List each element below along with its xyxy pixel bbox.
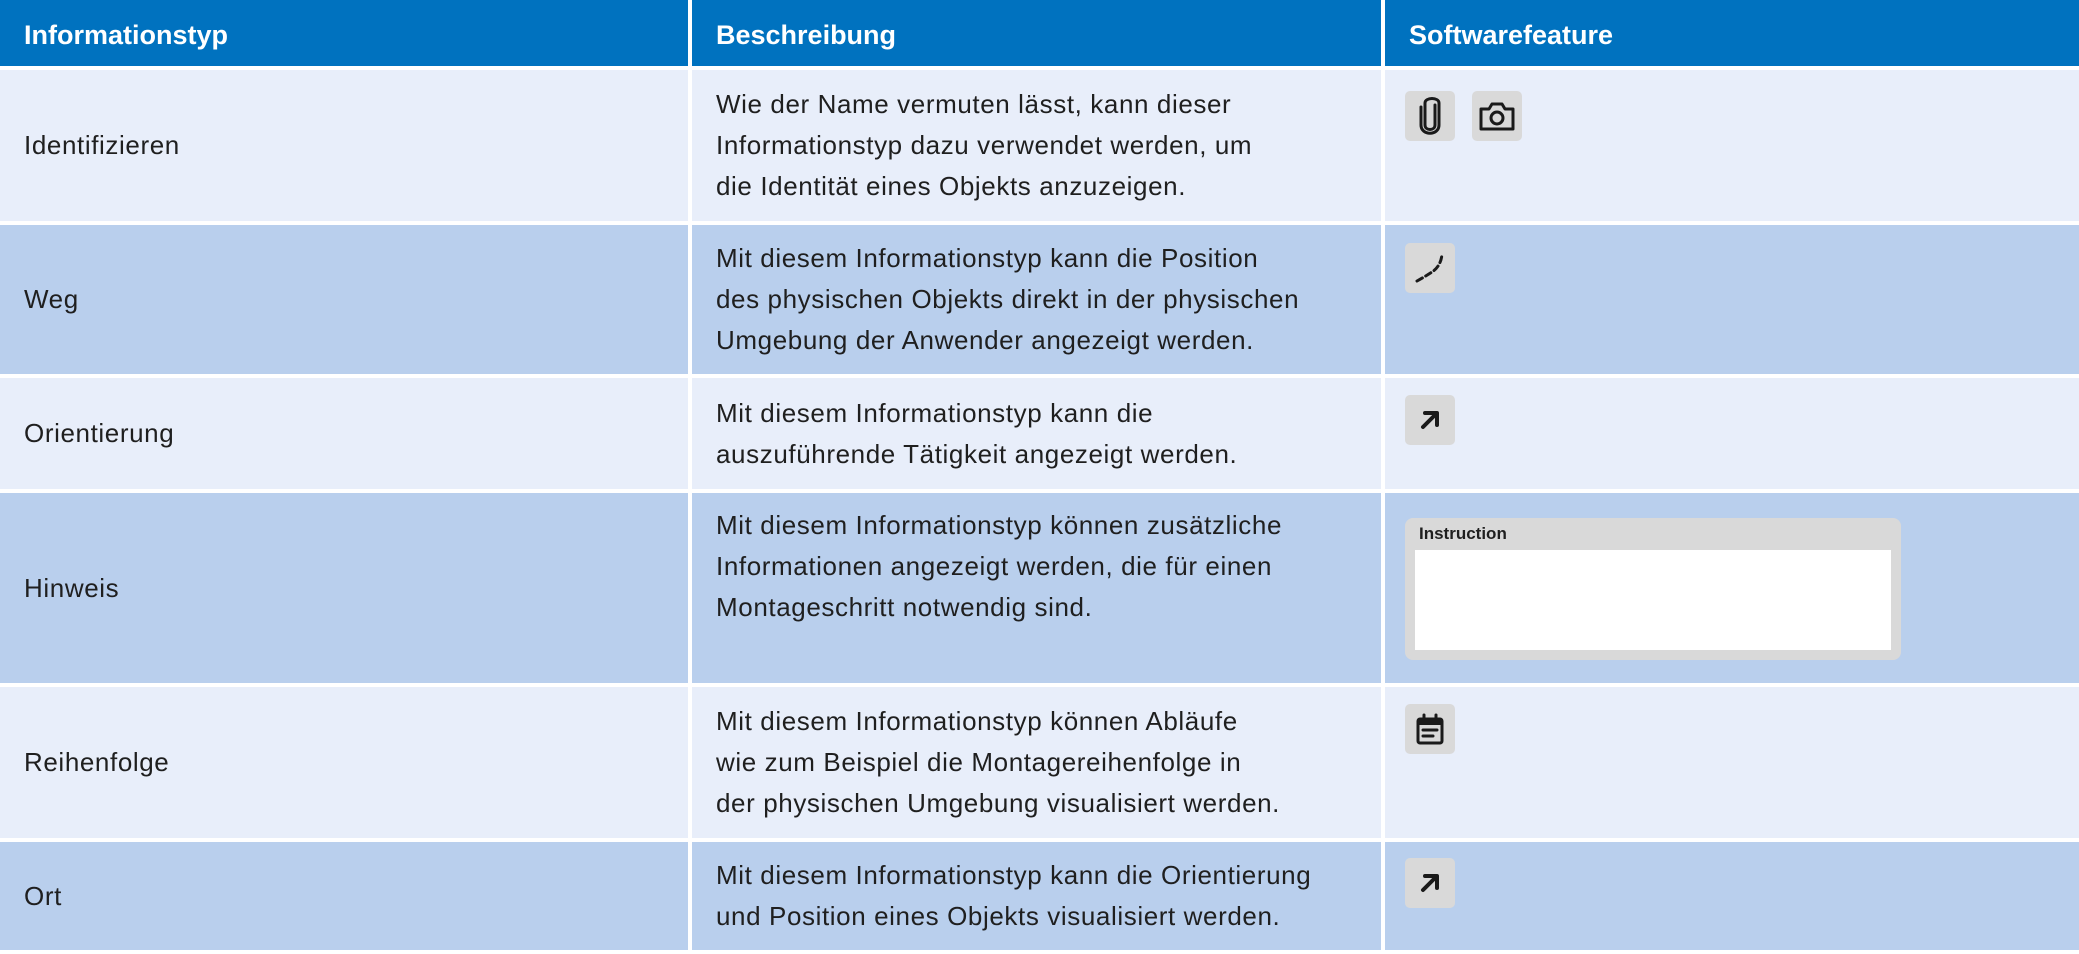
row-ort-type: Ort	[0, 842, 692, 954]
arrow-up-right-icon[interactable]	[1405, 395, 1455, 445]
row-orientierung-description: Mit diesem Informationstyp kann die auszuführende Tätigkeit angezeigt werden.	[692, 378, 1385, 493]
row-weg-description: Mit diesem Informationstyp kann die Position des physischen Objekts direkt in der physischen Umgebung der Anwender angezeigt werden.	[692, 225, 1385, 378]
row-identifizieren-type: Identifizieren	[0, 70, 692, 225]
calendar-list-icon[interactable]	[1405, 704, 1455, 754]
row-weg-type: Weg	[0, 225, 692, 378]
paperclip-icon[interactable]	[1405, 91, 1455, 141]
row-orientierung-type: Orientierung	[0, 378, 692, 493]
instruction-label: Instruction	[1419, 524, 1507, 543]
row-ort-feature	[1385, 842, 2079, 954]
header-beschreibung: Beschreibung	[692, 0, 1385, 70]
header-softwarefeature: Softwarefeature	[1385, 0, 2079, 70]
camera-icon[interactable]	[1472, 91, 1522, 141]
row-identifizieren-feature	[1385, 70, 2079, 225]
arrow-up-right-icon[interactable]	[1405, 858, 1455, 908]
row-reihenfolge-feature	[1385, 687, 2079, 842]
dashed-path-icon[interactable]	[1405, 243, 1455, 293]
row-identifizieren-description: Wie der Name vermuten lässt, kann dieser Informationstyp dazu verwendet werden, um die Identität eines Objekts anzuzeigen.	[692, 70, 1385, 225]
row-ort-description: Mit diesem Informationstyp kann die Orientierung und Position eines Objekts visualisiert werden.	[692, 842, 1385, 954]
row-orientierung-feature	[1385, 378, 2079, 493]
instruction-panel[interactable]	[1405, 518, 1901, 660]
header-informationstyp: Informationstyp	[0, 0, 692, 70]
row-hinweis-description: Mit diesem Informationstyp können zusätzliche Informationen angezeigt werden, die für einen Montageschritt notwendig sind.	[692, 493, 1385, 687]
row-reihenfolge-type: Reihenfolge	[0, 687, 692, 842]
row-weg-feature	[1385, 225, 2079, 378]
instruction-text-area[interactable]	[1415, 550, 1891, 650]
row-hinweis-type: Hinweis	[0, 493, 692, 687]
row-reihenfolge-description: Mit diesem Informationstyp können Abläufe wie zum Beispiel die Montagereihenfolge in der physischen Umgebung visualisiert werden.	[692, 687, 1385, 842]
row-hinweis-feature	[1385, 493, 2079, 687]
